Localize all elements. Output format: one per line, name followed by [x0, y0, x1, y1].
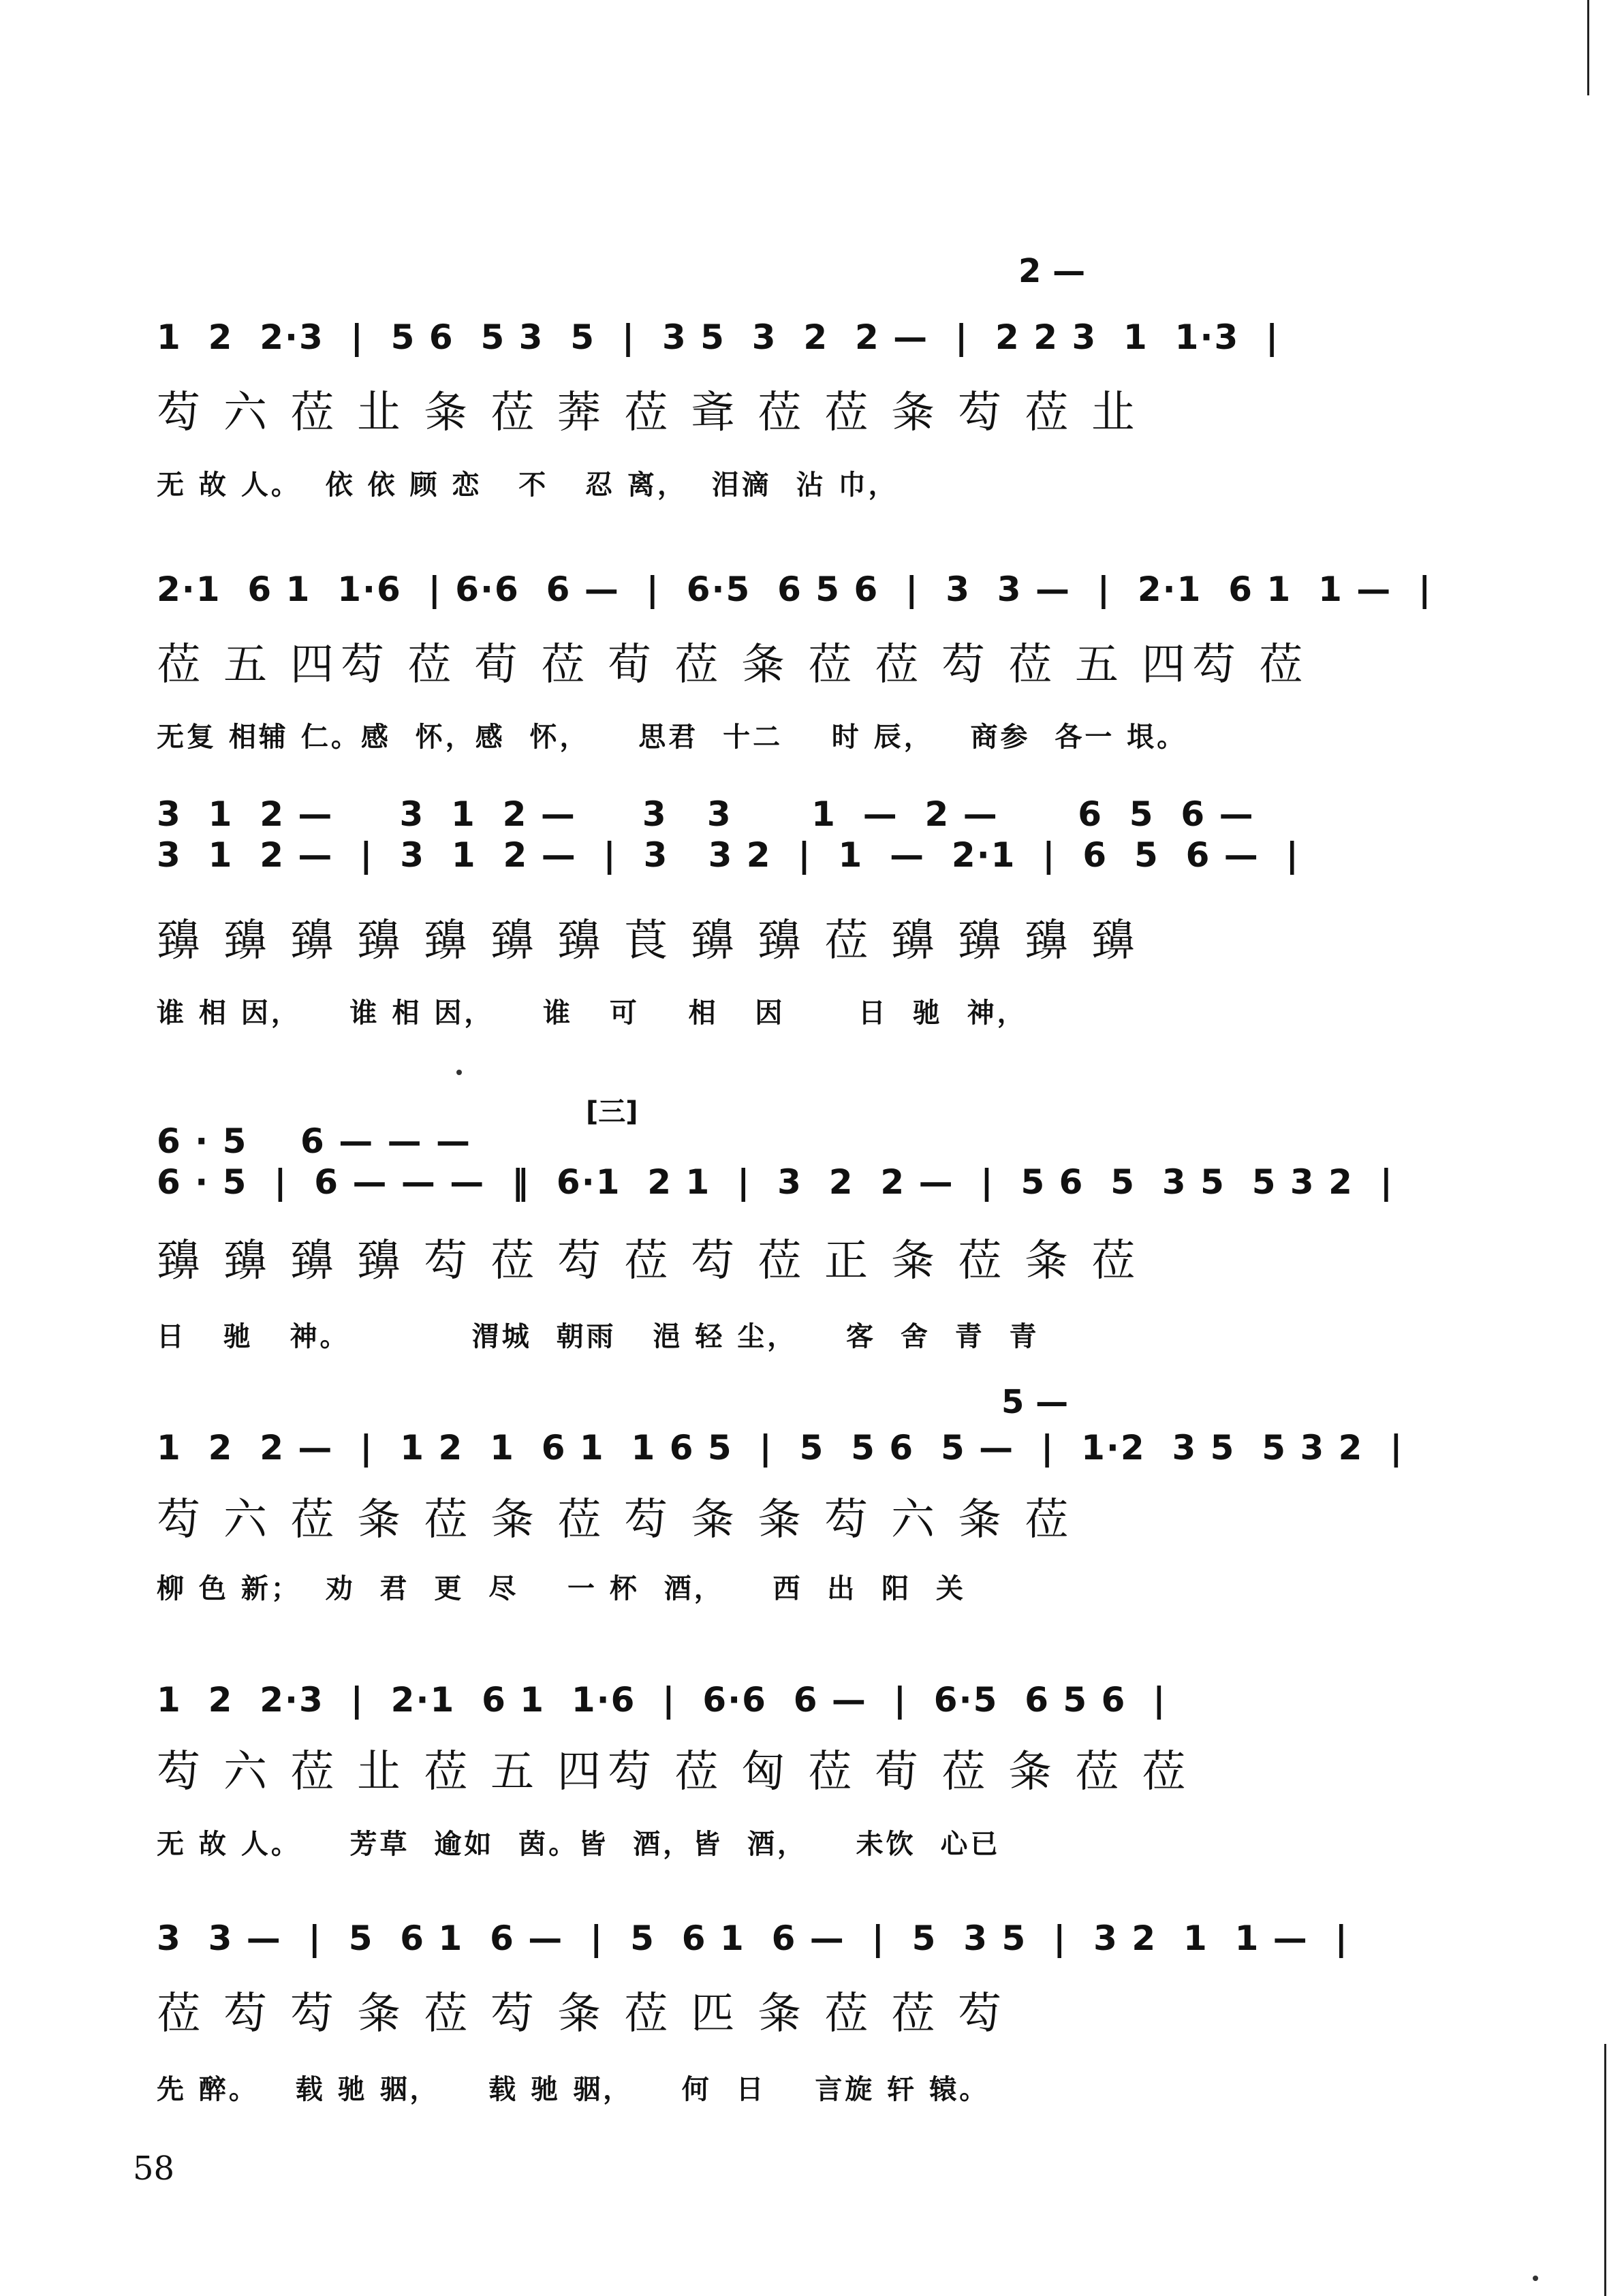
jianzi-glyph: 䶍 [157, 916, 207, 966]
jianzi-glyph: 䶍 [1091, 916, 1142, 966]
jianzi-glyph: 芶 [691, 1236, 741, 1286]
jianzi-glyph: 䶍 [758, 916, 808, 966]
jianzi-glyph: 莅 [424, 1989, 474, 2039]
jianzi-glyph: 莅 [808, 1747, 858, 1797]
jianzi-glyph: 夈 [357, 1495, 407, 1545]
jianzi-line [157, 1220, 1485, 1294]
jianzi-glyph: 六 [223, 388, 274, 438]
jianzi-glyph: 芶 [157, 1495, 207, 1545]
jianzi-glyph: 夈 [741, 640, 792, 690]
jianpu-line: 3 3 — | 5 6 1 6 — | 5 6 1 6 — | 5 3 5 | 3 2 1 1 — | [157, 1919, 1349, 1958]
jianzi-glyph: 莅 [290, 1747, 341, 1797]
jianzi-glyph: 芶 [490, 1989, 541, 2039]
lyrics-line: 无 故 人。 芳草 逾如 茵。皆 酒，皆 酒， 未饮 心已 [157, 1829, 1001, 1860]
jianzi-glyph: 䶍 [490, 916, 541, 966]
jianzi-line [157, 623, 1485, 698]
jianzi-glyph: 莅 [557, 1495, 608, 1545]
jianzi-line [157, 371, 1485, 446]
jianzi-glyph: 莅 [407, 640, 458, 690]
jianzi-glyph: 夈 [758, 1989, 808, 2039]
jianzi-glyph: 四芶 [1142, 640, 1243, 690]
jianzi-glyph: 四芶 [557, 1747, 658, 1797]
jianzi-glyph: 莅 [290, 1495, 341, 1545]
jianzi-glyph: 莅 [424, 1747, 474, 1797]
jianzi-glyph: 䶍 [290, 916, 341, 966]
jianpu-bottom-line: 6 · 5 | 6 — — — ‖ 6·1 2 1 | 3 2 2 — | 5 6 5 3 5 5 3 2 | [157, 1162, 1394, 1202]
jianzi-glyph: 莅 [941, 1747, 992, 1797]
jianzi-glyph: 芶 [824, 1495, 875, 1545]
jianzi-glyph: 芶 [157, 388, 207, 438]
jianzi-glyph: 五 [1075, 640, 1125, 690]
jianzi-glyph: 匈 [741, 1747, 792, 1797]
jianzi-glyph: 莅 [824, 388, 875, 438]
jianzi-glyph: 莅 [1259, 640, 1309, 690]
jianzi-glyph: 䶍 [691, 916, 741, 966]
jianzi-glyph: 荀 [875, 1747, 925, 1797]
jianzi-glyph: 㐀 [357, 1747, 407, 1797]
jianzi-glyph: 芶 [157, 1747, 207, 1797]
jianpu-top-line: 3 1 2 — 3 1 2 — 3 3 1 — 2 — 6 5 6 — [157, 794, 1255, 834]
jianzi-glyph: 䶍 [557, 916, 608, 966]
jianzi-glyph: 莅 [875, 640, 925, 690]
jianzi-glyph: 䶍 [357, 1236, 407, 1286]
jianzi-glyph: 莅 [1075, 1747, 1125, 1797]
jianzi-glyph: 莅 [758, 1236, 808, 1286]
jianzi-glyph: 荀 [608, 640, 658, 690]
jianzi-glyph: 芶 [424, 1236, 474, 1286]
jianpu-line: 1 2 2·3 | 2·1 6 1 1·6 | 6·6 6 — | 6·5 6 5 6 | [157, 1680, 1167, 1720]
lyrics-line: 先 醉。 载 驰 骃， 载 驰 骃， 何 日 言旋 轩 辕。 [157, 2074, 990, 2105]
jianzi-glyph: 䶍 [1025, 916, 1075, 966]
jianzi-glyph: 夈 [1025, 1236, 1075, 1286]
jianzi-glyph: 六 [891, 1495, 941, 1545]
jianzi-glyph: 㐀 [357, 388, 407, 438]
jianzi-glyph: 夈 [758, 1495, 808, 1545]
jianzi-glyph: 芶 [223, 1989, 274, 2039]
scan-speck [1533, 2276, 1538, 2281]
jianzi-line [157, 1972, 1485, 2047]
jianzi-glyph: 夈 [958, 1495, 1008, 1545]
jianzi-glyph: 䶍 [223, 1236, 274, 1286]
lyrics-line: 无 故 人。 依 依 顾 恋 不 忍 离， 泪滴 沾 巾， [157, 469, 899, 501]
jianzi-glyph: 莅 [541, 640, 591, 690]
page-number: 58 [133, 2150, 175, 2188]
jianzi-glyph: 莅 [674, 640, 725, 690]
jianzi-glyph: 斊 [691, 388, 741, 438]
jianzi-glyph: 夈 [691, 1495, 741, 1545]
jianzi-glyph: 夈 [891, 388, 941, 438]
jianzi-glyph: 正 [824, 1236, 875, 1286]
jianzi-line [157, 899, 1485, 974]
jianzi-glyph: 夈 [424, 388, 474, 438]
lyrics-line: 柳 色 新； 劝 君 更 尽 一 杯 酒， 西 出 阳 关 [157, 1573, 966, 1604]
jianpu-line: 1 2 2 — | 1 2 1 6 1 1 6 5 | 5 5 6 5 — | 1·2 3 5 5 3 2 | [157, 1428, 1404, 1468]
jianzi-glyph: 䶍 [290, 1236, 341, 1286]
jianzi-glyph: 荀 [474, 640, 525, 690]
jianzi-glyph: 莅 [157, 1989, 207, 2039]
jianpu-line: 2·1 6 1 1·6 | 6·6 6 — | 6·5 6 5 6 | 3 3 — | 2·1 6 1 1 — | [157, 570, 1433, 609]
jianzi-glyph: 莅 [157, 640, 207, 690]
scan-speck [456, 1070, 462, 1075]
jianzi-glyph: 莅 [891, 1989, 941, 2039]
upper-note: 5 — [1001, 1383, 1069, 1421]
jianzi-glyph: 夈 [1008, 1747, 1059, 1797]
jianzi-glyph: 芶 [941, 640, 992, 690]
jianzi-glyph: 莅 [424, 1495, 474, 1545]
jianzi-glyph: 夈 [357, 1989, 407, 2039]
jianzi-glyph: 莅 [1091, 1236, 1142, 1286]
jianzi-glyph: 䶍 [223, 916, 274, 966]
jianzi-glyph: 莅 [624, 388, 674, 438]
jianzi-glyph: 夈 [490, 1495, 541, 1545]
jianzi-glyph: 莅 [1142, 1747, 1192, 1797]
jianzi-glyph: 夈 [891, 1236, 941, 1286]
jianzi-glyph: 䶍 [424, 916, 474, 966]
jianpu-bottom-line: 3 1 2 — | 3 1 2 — | 3 3 2 | 1 — 2·1 | 6 5 6 — | [157, 835, 1300, 875]
jianzi-glyph: 莅 [808, 640, 858, 690]
jianzi-glyph: 莅 [674, 1747, 725, 1797]
jianzi-glyph: 四芶 [290, 640, 391, 690]
jianzi-glyph: 䶍 [357, 916, 407, 966]
jianzi-glyph: 芶 [624, 1495, 674, 1545]
lyrics-line: 谁 相 因， 谁 相 因， 谁 可 相 因 日 驰 神， [157, 997, 1027, 1029]
jianzi-glyph: 五 [223, 640, 274, 690]
jianzi-glyph: 莅 [1025, 1495, 1075, 1545]
lyrics-line: 日 驰 神。 渭城 朝雨 浥 轻 尘， 客 舍 青 青 [157, 1321, 1040, 1352]
jianzi-glyph: 五 [490, 1747, 541, 1797]
jianzi-glyph: 䶍 [958, 916, 1008, 966]
jianzi-line [157, 1731, 1485, 1805]
scan-edge [1587, 0, 1589, 95]
jianzi-glyph: 芶 [290, 1989, 341, 2039]
jianzi-glyph: 䶍 [891, 916, 941, 966]
jianzi-glyph: 夈 [557, 1989, 608, 2039]
scan-edge [1604, 2044, 1606, 2296]
jianzi-glyph: 六 [223, 1495, 274, 1545]
jianpu-line: 1 2 2·3 | 5 6 5 3 5 | 3 5 3 2 2 — | 2 2 3 1 1·3 | [157, 317, 1280, 357]
jianzi-glyph: 莅 [490, 1236, 541, 1286]
jianzi-glyph: 莅 [1008, 640, 1059, 690]
jianzi-glyph: 莅 [624, 1236, 674, 1286]
jianpu-top-line: 6 · 5 6 — — — [157, 1121, 472, 1161]
jianzi-glyph: 匹 [691, 1989, 741, 2039]
jianzi-glyph: 芶 [557, 1236, 608, 1286]
jianzi-glyph: 芶 [958, 1989, 1008, 2039]
jianzi-glyph: 莅 [290, 388, 341, 438]
jianzi-glyph: 䶍 [157, 1236, 207, 1286]
jianzi-glyph: 莅 [758, 388, 808, 438]
jianzi-glyph: 莅 [824, 1989, 875, 2039]
jianzi-glyph: 芶 [958, 388, 1008, 438]
upper-note: 2 — [1018, 252, 1086, 290]
lyrics-line: 无复 相辅 仁。感 怀，感 怀， 思君 十二 时 辰， 商参 各一 垠。 [157, 722, 1187, 753]
jianzi-glyph: 莨 [624, 916, 674, 966]
jianzi-glyph: 莅 [624, 1989, 674, 2039]
jianzi-glyph: 莅 [1025, 388, 1075, 438]
jianzi-glyph: 莅 [958, 1236, 1008, 1286]
jianzi-glyph: 六 [223, 1747, 274, 1797]
section-marker: [三] [586, 1096, 638, 1128]
jianzi-glyph: 莅 [490, 388, 541, 438]
jianzi-line [157, 1478, 1485, 1553]
jianzi-glyph: 㐀 [1091, 388, 1142, 438]
jianzi-glyph: 莅 [824, 916, 875, 966]
jianzi-glyph: 莾 [557, 388, 608, 438]
